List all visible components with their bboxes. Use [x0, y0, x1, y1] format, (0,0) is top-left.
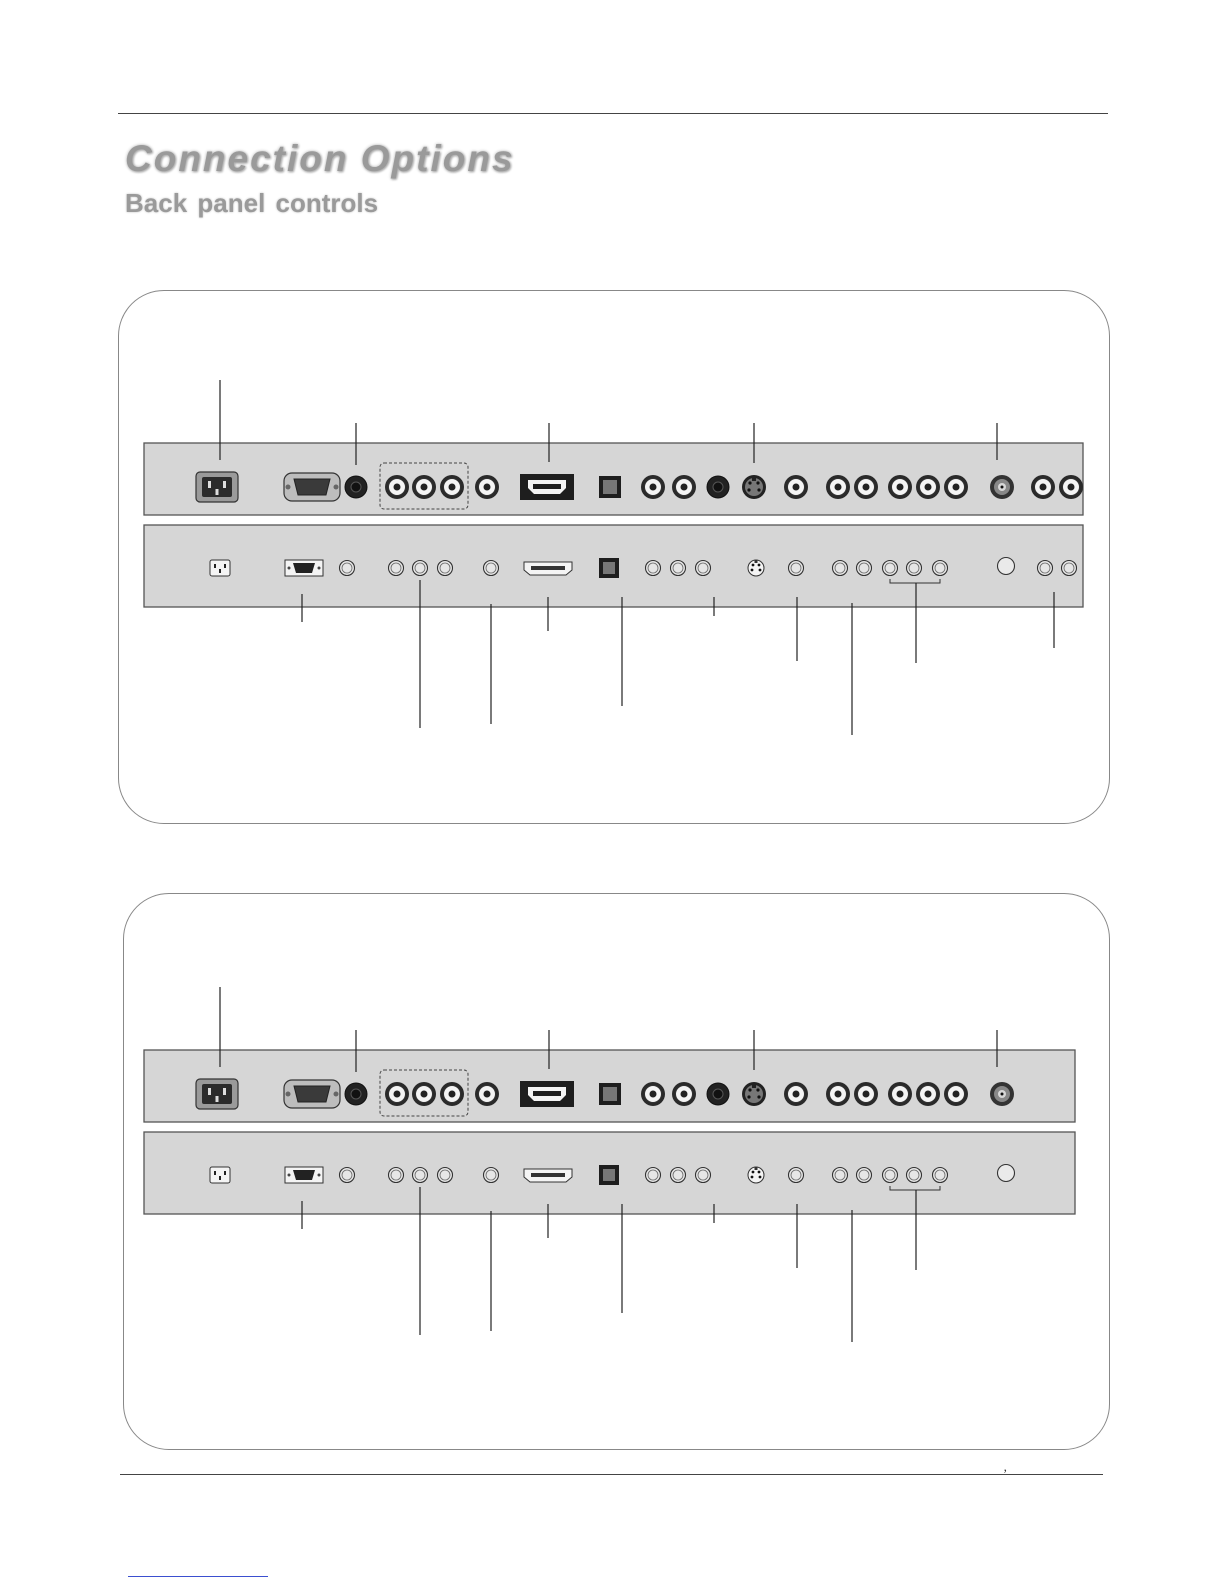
rca-jack-icon [696, 1168, 711, 1183]
rca-jack-icon [826, 1082, 850, 1106]
rca-jack-icon [484, 1168, 499, 1183]
coax-rf-port-icon [998, 1165, 1015, 1182]
rca-jack-icon [385, 1082, 409, 1106]
rca-jack-icon [888, 1082, 912, 1106]
optical-port-icon [599, 1083, 621, 1105]
rca-jack-icon [907, 1168, 922, 1183]
vga-port-icon [284, 1080, 340, 1108]
audio-jack-icon [345, 1083, 367, 1105]
rca-jack-icon [933, 1168, 948, 1183]
s-video-port-icon [748, 1167, 764, 1183]
rca-jack-icon [389, 1168, 404, 1183]
rca-jack-icon [438, 1168, 453, 1183]
rca-jack-icon [440, 1082, 464, 1106]
page-title: Connection Options [125, 138, 515, 179]
power-socket-icon [210, 1167, 230, 1183]
audio-jack-icon [707, 1083, 729, 1105]
rca-jack-icon [944, 1082, 968, 1106]
rca-jack-icon [412, 1082, 436, 1106]
power-socket-icon [196, 1079, 238, 1109]
rca-jack-icon [857, 1168, 872, 1183]
rca-jack-icon [916, 1082, 940, 1106]
rca-jack-icon [646, 1168, 661, 1183]
rca-jack-icon [854, 1082, 878, 1106]
coax-rf-port-icon [990, 1082, 1014, 1106]
vga-port-icon [285, 1167, 323, 1183]
page-subtitle: Back panel controls [125, 188, 379, 218]
rca-jack-icon [883, 1168, 898, 1183]
rca-jack-icon [641, 1082, 665, 1106]
rca-jack-icon [672, 1082, 696, 1106]
rca-jack-icon [413, 1168, 428, 1183]
hdmi-port-icon [520, 1081, 574, 1107]
footer-mark: ’ [1003, 1466, 1008, 1481]
rca-jack-icon [340, 1168, 355, 1183]
rca-jack-icon [784, 1082, 808, 1106]
rca-jack-icon [671, 1168, 686, 1183]
rca-jack-icon [789, 1168, 804, 1183]
s-video-port-icon [742, 1082, 766, 1106]
optical-port-icon [599, 1165, 619, 1185]
hdmi-port-icon [524, 1169, 572, 1182]
rca-jack-icon [475, 1082, 499, 1106]
bottom-link-underline [128, 1576, 268, 1577]
rca-jack-icon [833, 1168, 848, 1183]
bottom-rule [120, 1474, 1103, 1475]
